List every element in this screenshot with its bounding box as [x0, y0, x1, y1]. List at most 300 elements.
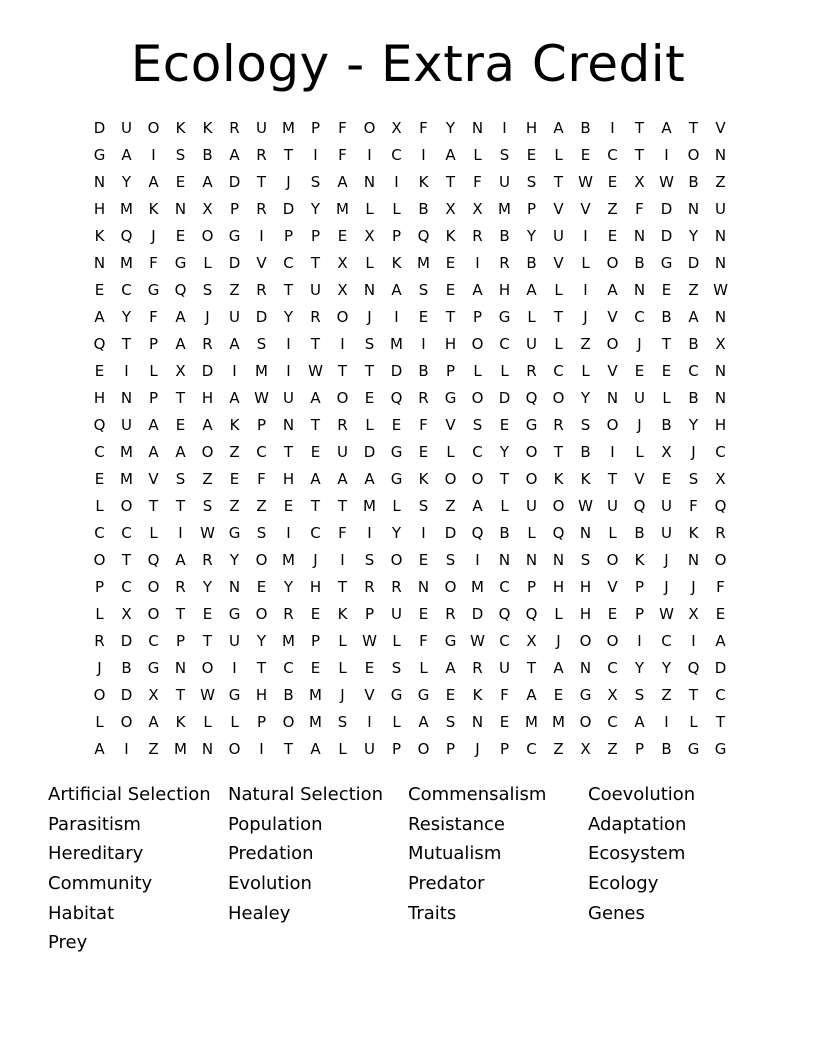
- grid-letter: W: [308, 361, 323, 380]
- grid-letter: D: [660, 226, 673, 245]
- grid-letter: I: [367, 712, 372, 731]
- grid-letter: N: [633, 226, 646, 245]
- grid-letter: P: [391, 226, 402, 245]
- grid-letter: G: [687, 739, 700, 758]
- grid-row: [86, 735, 734, 762]
- grid-letter: D: [444, 523, 457, 542]
- grid-letter: E: [310, 442, 321, 461]
- grid-letter: D: [363, 442, 376, 461]
- grid-letter: O: [606, 631, 619, 650]
- grid-row: [86, 465, 734, 492]
- grid-letter: J: [340, 685, 345, 704]
- grid-letter: C: [148, 631, 159, 650]
- grid-letter: E: [229, 469, 240, 488]
- grid-letter: C: [94, 523, 105, 542]
- grid-letter: N: [174, 199, 187, 218]
- grid-letter: I: [124, 739, 129, 758]
- grid-letter: U: [661, 496, 672, 515]
- grid-letter: I: [259, 226, 264, 245]
- grid-letter: O: [687, 145, 700, 164]
- grid-letter: X: [202, 199, 213, 218]
- grid-letter: C: [499, 577, 510, 596]
- grid-letter: O: [120, 496, 133, 515]
- grid-letter: F: [689, 496, 698, 515]
- grid-letter: N: [363, 172, 376, 191]
- grid-letter: U: [553, 226, 564, 245]
- grid-letter: S: [634, 685, 645, 704]
- grid-letter: O: [120, 712, 133, 731]
- grid-letter: B: [499, 523, 510, 542]
- grid-letter: T: [283, 280, 294, 299]
- grid-letter: B: [526, 253, 537, 272]
- grid-letter: K: [580, 469, 591, 488]
- grid-letter: A: [121, 145, 132, 164]
- grid-letter: K: [94, 226, 105, 245]
- grid-letter: T: [310, 253, 321, 272]
- grid-letter: X: [661, 442, 672, 461]
- grid-letter: G: [579, 685, 592, 704]
- grid-letter: N: [714, 253, 727, 272]
- grid-letter: I: [664, 712, 669, 731]
- grid-letter: L: [95, 712, 104, 731]
- grid-row: [86, 627, 734, 654]
- grid-letter: L: [338, 739, 347, 758]
- grid-letter: R: [202, 550, 213, 569]
- grid-letter: I: [367, 145, 372, 164]
- grid-letter: R: [472, 658, 483, 677]
- grid-letter: P: [148, 388, 159, 407]
- grid-letter: U: [526, 496, 537, 515]
- grid-letter: I: [394, 307, 399, 326]
- grid-letter: X: [337, 253, 348, 272]
- grid-letter: A: [175, 550, 186, 569]
- grid-letter: A: [175, 334, 186, 353]
- grid-letter: N: [714, 145, 727, 164]
- grid-letter: S: [526, 172, 537, 191]
- grid-letter: D: [714, 658, 727, 677]
- grid-letter: G: [147, 280, 160, 299]
- grid-letter: B: [688, 388, 699, 407]
- grid-letter: N: [120, 388, 133, 407]
- grid-letter: G: [390, 442, 403, 461]
- grid-letter: W: [362, 631, 377, 650]
- grid-letter: Y: [202, 577, 213, 596]
- grid-letter: G: [228, 685, 241, 704]
- grid-letter: T: [121, 334, 132, 353]
- word-bank-item: Ecosystem: [588, 843, 686, 865]
- grid-letter: O: [255, 604, 268, 623]
- grid-letter: U: [607, 496, 618, 515]
- grid-letter: E: [418, 550, 429, 569]
- grid-letter: I: [502, 118, 507, 137]
- grid-letter: I: [637, 631, 642, 650]
- word-bank-item: Coevolution: [588, 784, 696, 805]
- grid-letter: Z: [229, 280, 240, 299]
- grid-letter: U: [229, 631, 240, 650]
- grid-letter: R: [202, 334, 213, 353]
- grid-letter: R: [229, 118, 240, 137]
- grid-letter: V: [634, 469, 645, 488]
- grid-letter: M: [471, 577, 484, 596]
- word-bank-item: Prey: [48, 932, 88, 954]
- grid-letter: Y: [688, 226, 699, 245]
- grid-letter: O: [201, 658, 214, 677]
- grid-letter: L: [95, 604, 104, 623]
- grid-letter: G: [714, 739, 727, 758]
- grid-letter: B: [418, 361, 429, 380]
- grid-letter: M: [120, 199, 133, 218]
- grid-letter: U: [283, 388, 294, 407]
- grid-letter: C: [715, 442, 726, 461]
- grid-letter: Q: [417, 226, 430, 245]
- grid-letter: X: [445, 199, 456, 218]
- grid-letter: D: [93, 118, 106, 137]
- word-bank-item: Resistance: [408, 813, 505, 835]
- grid-letter: O: [606, 253, 619, 272]
- grid-letter: X: [121, 604, 132, 623]
- grid-letter: A: [553, 118, 564, 137]
- grid-letter: W: [713, 280, 728, 299]
- grid-letter: I: [232, 658, 237, 677]
- grid-letter: E: [256, 577, 267, 596]
- grid-letter: D: [228, 253, 241, 272]
- grid-letter: N: [714, 388, 727, 407]
- grid-letter: N: [471, 118, 484, 137]
- grid-letter: H: [552, 577, 565, 596]
- grid-letter: Z: [445, 496, 456, 515]
- grid-letter: K: [688, 523, 699, 542]
- grid-letter: Z: [553, 739, 564, 758]
- grid-letter: M: [255, 361, 268, 380]
- grid-row: [86, 519, 734, 546]
- grid-letter: Q: [498, 604, 511, 623]
- grid-letter: B: [661, 307, 672, 326]
- grid-letter: R: [283, 604, 294, 623]
- grid-letter: A: [310, 388, 321, 407]
- grid-letter: J: [556, 631, 561, 650]
- grid-letter: N: [282, 415, 295, 434]
- grid-letter: L: [392, 199, 401, 218]
- grid-letter: P: [94, 577, 105, 596]
- grid-letter: C: [94, 442, 105, 461]
- grid-letter: U: [229, 307, 240, 326]
- grid-letter: W: [659, 172, 674, 191]
- grid-letter: M: [120, 442, 133, 461]
- grid-letter: T: [175, 388, 186, 407]
- grid-letter: S: [472, 415, 483, 434]
- grid-letter: T: [283, 145, 294, 164]
- grid-letter: X: [607, 685, 618, 704]
- grid-letter: L: [554, 334, 563, 353]
- grid-letter: L: [527, 307, 536, 326]
- grid-letter: O: [606, 334, 619, 353]
- word-bank-item: Artificial Selection: [48, 784, 211, 805]
- grid-letter: L: [392, 712, 401, 731]
- grid-letter: D: [471, 604, 484, 623]
- grid-letter: R: [94, 631, 105, 650]
- grid-letter: W: [578, 172, 593, 191]
- grid-letter: T: [256, 658, 267, 677]
- grid-letter: J: [367, 307, 372, 326]
- grid-letter: R: [256, 199, 267, 218]
- grid-letter: R: [526, 361, 537, 380]
- grid-letter: D: [687, 253, 700, 272]
- grid-letter: I: [286, 361, 291, 380]
- grid-letter: I: [124, 361, 129, 380]
- grid-letter: J: [637, 415, 642, 434]
- grid-letter: S: [418, 496, 429, 515]
- page-title: Ecology - Extra Credit: [130, 35, 686, 93]
- grid-letter: K: [418, 172, 429, 191]
- grid-letter: T: [445, 172, 456, 191]
- grid-letter: N: [714, 307, 727, 326]
- grid-letter: Y: [121, 307, 132, 326]
- grid-letter: X: [364, 226, 375, 245]
- grid-letter: T: [661, 334, 672, 353]
- grid-letter: W: [200, 523, 215, 542]
- grid-letter: E: [661, 280, 672, 299]
- grid-letter: K: [445, 226, 456, 245]
- grid-letter: U: [256, 118, 267, 137]
- grid-letter: V: [364, 685, 375, 704]
- word-bank-item: Natural Selection: [228, 784, 384, 805]
- grid-row: [86, 384, 734, 411]
- grid-letter: C: [607, 658, 618, 677]
- grid-letter: O: [525, 442, 538, 461]
- grid-letter: M: [390, 334, 403, 353]
- grid-letter: Z: [256, 496, 267, 515]
- grid-letter: G: [660, 253, 673, 272]
- grid-letter: M: [309, 685, 322, 704]
- grid-letter: P: [526, 199, 537, 218]
- grid-letter: E: [553, 685, 564, 704]
- grid-letter: C: [472, 442, 483, 461]
- grid-letter: X: [634, 172, 645, 191]
- grid-row: [86, 276, 734, 303]
- grid-letter: H: [309, 577, 322, 596]
- grid-letter: N: [417, 577, 430, 596]
- grid-letter: B: [661, 415, 672, 434]
- grid-letter: V: [607, 307, 618, 326]
- grid-letter: T: [256, 172, 267, 191]
- grid-letter: N: [633, 280, 646, 299]
- grid-letter: I: [340, 334, 345, 353]
- grid-letter: O: [93, 550, 106, 569]
- grid-letter: G: [93, 145, 106, 164]
- grid-letter: A: [445, 145, 456, 164]
- grid-letter: C: [661, 631, 672, 650]
- grid-letter: W: [578, 496, 593, 515]
- grid-letter: J: [286, 172, 291, 191]
- grid-letter: R: [310, 307, 321, 326]
- grid-letter: O: [579, 712, 592, 731]
- grid-letter: T: [715, 712, 726, 731]
- grid-letter: A: [472, 280, 483, 299]
- grid-letter: J: [97, 658, 102, 677]
- grid-letter: M: [417, 253, 430, 272]
- grid-letter: I: [394, 172, 399, 191]
- grid-letter: C: [688, 361, 699, 380]
- grid-letter: V: [580, 199, 591, 218]
- grid-letter: U: [526, 334, 537, 353]
- grid-letter: T: [337, 496, 348, 515]
- grid-letter: O: [606, 550, 619, 569]
- grid-letter: C: [499, 334, 510, 353]
- grid-letter: N: [174, 658, 187, 677]
- grid-letter: H: [282, 469, 295, 488]
- word-bank-item: Community: [48, 873, 153, 895]
- word-bank-item: Hereditary: [48, 843, 144, 865]
- grid-letter: T: [607, 469, 618, 488]
- grid-letter: A: [310, 739, 321, 758]
- grid-letter: O: [444, 577, 457, 596]
- grid-letter: C: [121, 523, 132, 542]
- grid-letter: L: [689, 712, 698, 731]
- grid-letter: A: [229, 334, 240, 353]
- grid-letter: Y: [634, 658, 645, 677]
- grid-letter: T: [553, 307, 564, 326]
- grid-letter: E: [337, 226, 348, 245]
- grid-letter: O: [390, 550, 403, 569]
- grid-letter: F: [338, 145, 347, 164]
- grid-letter: L: [473, 361, 482, 380]
- grid-letter: U: [391, 604, 402, 623]
- grid-letter: E: [499, 415, 510, 434]
- grid-letter: L: [554, 604, 563, 623]
- grid-letter: U: [364, 739, 375, 758]
- grid-letter: Y: [121, 172, 132, 191]
- grid-letter: O: [579, 631, 592, 650]
- grid-letter: Z: [229, 442, 240, 461]
- grid-letter: Y: [445, 118, 456, 137]
- grid-letter: Q: [471, 523, 484, 542]
- grid-letter: E: [310, 658, 321, 677]
- grid-row: [86, 411, 734, 438]
- grid-letter: R: [337, 415, 348, 434]
- grid-letter: U: [499, 172, 510, 191]
- word-bank-item: Adaptation: [588, 813, 687, 835]
- grid-letter: I: [583, 226, 588, 245]
- grid-letter: P: [148, 334, 159, 353]
- grid-letter: O: [552, 388, 565, 407]
- grid-letter: A: [526, 280, 537, 299]
- grid-letter: L: [365, 199, 374, 218]
- grid-letter: T: [688, 685, 699, 704]
- grid-letter: B: [634, 523, 645, 542]
- grid-letter: D: [390, 361, 403, 380]
- word-bank-item: Parasitism: [48, 813, 141, 835]
- grid-letter: C: [256, 442, 267, 461]
- grid-letter: P: [229, 199, 240, 218]
- grid-letter: G: [147, 658, 160, 677]
- grid-letter: A: [418, 712, 429, 731]
- grid-letter: I: [664, 145, 669, 164]
- grid-letter: I: [475, 550, 480, 569]
- grid-letter: C: [121, 280, 132, 299]
- grid-row: [86, 492, 734, 519]
- grid-letter: X: [715, 334, 726, 353]
- grid-letter: G: [417, 685, 430, 704]
- grid-letter: Y: [661, 658, 672, 677]
- grid-row: [86, 141, 734, 168]
- grid-letter: L: [662, 388, 671, 407]
- grid-letter: T: [337, 577, 348, 596]
- grid-letter: X: [715, 469, 726, 488]
- grid-letter: Q: [552, 523, 565, 542]
- grid-letter: S: [445, 712, 456, 731]
- grid-letter: N: [201, 739, 214, 758]
- grid-letter: G: [525, 415, 538, 434]
- grid-letter: S: [202, 496, 213, 515]
- grid-letter: L: [527, 523, 536, 542]
- grid-letter: O: [417, 739, 430, 758]
- grid-letter: C: [526, 739, 537, 758]
- grid-letter: G: [498, 307, 511, 326]
- word-bank-item: Habitat: [48, 902, 115, 924]
- grid-letter: E: [364, 388, 375, 407]
- grid-letter: Z: [661, 685, 672, 704]
- grid-letter: W: [254, 388, 269, 407]
- grid-letter: N: [93, 172, 106, 191]
- grid-letter: R: [175, 577, 186, 596]
- grid-letter: C: [391, 145, 402, 164]
- grid-letter: U: [121, 118, 132, 137]
- grid-row: [86, 249, 734, 276]
- grid-letter: E: [580, 145, 591, 164]
- grid-letter: T: [175, 604, 186, 623]
- grid-letter: D: [255, 307, 268, 326]
- grid-letter: F: [149, 307, 158, 326]
- grid-letter: S: [580, 415, 591, 434]
- grid-letter: H: [93, 199, 106, 218]
- grid-letter: T: [499, 469, 510, 488]
- grid-letter: R: [364, 577, 375, 596]
- grid-letter: M: [120, 253, 133, 272]
- grid-letter: Q: [714, 496, 727, 515]
- grid-letter: O: [444, 469, 457, 488]
- grid-letter: E: [607, 604, 618, 623]
- grid-letter: E: [418, 442, 429, 461]
- grid-letter: O: [714, 550, 727, 569]
- grid-letter: L: [149, 523, 158, 542]
- grid-letter: M: [552, 712, 565, 731]
- grid-letter: C: [121, 577, 132, 596]
- grid-letter: R: [256, 145, 267, 164]
- grid-letter: B: [499, 226, 510, 245]
- grid-letter: E: [310, 604, 321, 623]
- grid-letter: E: [94, 280, 105, 299]
- grid-letter: N: [687, 199, 700, 218]
- grid-letter: U: [661, 523, 672, 542]
- grid-letter: U: [121, 415, 132, 434]
- grid-letter: I: [421, 523, 426, 542]
- grid-letter: T: [310, 496, 321, 515]
- grid-letter: M: [282, 118, 295, 137]
- grid-letter: Q: [120, 226, 133, 245]
- grid-row: [86, 222, 734, 249]
- grid-letter: J: [151, 226, 156, 245]
- grid-letter: J: [691, 577, 696, 596]
- grid-letter: R: [499, 253, 510, 272]
- grid-letter: R: [553, 415, 564, 434]
- grid-letter: X: [148, 685, 159, 704]
- grid-letter: V: [553, 199, 564, 218]
- grid-letter: J: [205, 307, 210, 326]
- grid-letter: S: [337, 712, 348, 731]
- grid-letter: J: [664, 550, 669, 569]
- grid-letter: C: [283, 253, 294, 272]
- grid-letter: F: [500, 685, 509, 704]
